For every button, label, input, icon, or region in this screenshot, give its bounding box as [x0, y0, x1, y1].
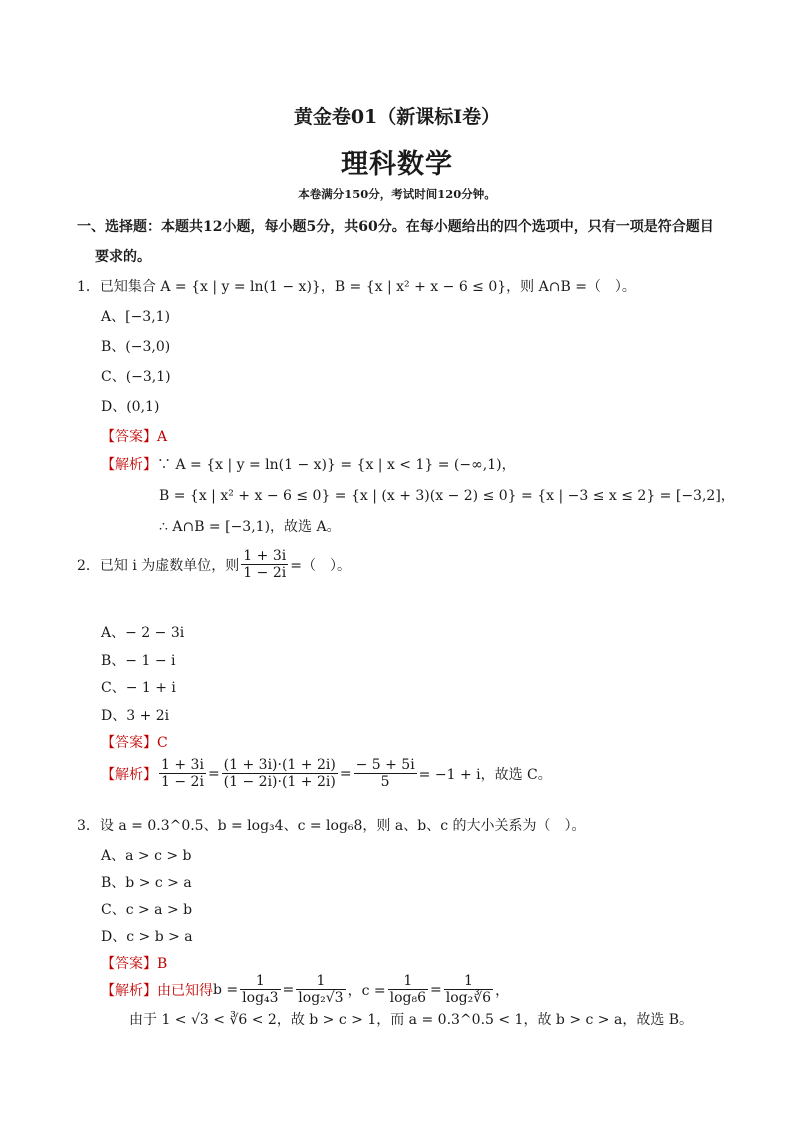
q1-option-c: C、(−3,1)	[101, 369, 171, 385]
q1-stem: 1．已知集合 A = {x | y = ln(1 − x)}，B = {x | x² + x − 6 ≤ 0}，则 A∩B =（ ）。	[77, 279, 636, 295]
q2-option-a: A、− 2 − 3i	[101, 625, 185, 641]
q2-stem-fraction	[241, 548, 288, 581]
q1-answer: A	[157, 429, 168, 445]
q1-answer-line	[101, 426, 167, 446]
q1-option-a: A、[−3,1)	[101, 309, 171, 325]
q2-option-d: D、3 + 2i	[101, 708, 170, 724]
q1-analysis-line1	[101, 454, 516, 474]
q2-fraction-1: $\frac{1 + 3i}{1 - 2i}$	[161, 757, 204, 790]
q2-option-c: C、− 1 + i	[101, 680, 176, 696]
q3-analysis-line1: 【解析】 由已知得 b = $\frac{1}{\text{log₄3}}$ = $\frac{1}{\text{log₂√3}}$ ，c = $\frac{1}{\text{log₈6}}$ = $\frac{1}{\text{log₂∛6}}$ ，	[101, 973, 510, 1006]
q2-fraction-3: $\frac{- 5 + 5i}{5}$	[355, 757, 415, 790]
q2-stem-num: 1 + 3i	[243, 548, 287, 564]
q3-stem: 3．设 a = 0.3^0.5、b = log₃4、c = log₆8，则 a、b、c 的大小关系为（ ）。	[77, 818, 586, 834]
q3-answer: B	[157, 956, 168, 972]
q1-analysis-line2: B = {x | x² + x − 6 ≤ 0} = {x | (x + 3)(x − 2) ≤ 0} = {x | −3 ≤ x ≤ 2} = [−3,2]，	[159, 488, 735, 504]
subject-title: 理科数学	[341, 149, 453, 180]
answer-tag: 【答案】	[101, 429, 157, 445]
q3-option-a: A、a > c > b	[101, 848, 192, 864]
q3-analysis-line2: 由于 1 < √3 < ∛6 < 2，故 b > c > 1，而 a = 0.3^0.5 < 1，故 b > c > a，故选 B。	[129, 1012, 694, 1028]
q1-option-d: D、(0,1)	[101, 399, 160, 415]
exam-title: 黄金卷01（新课标Ⅰ卷）	[293, 106, 501, 128]
exam-note: 本卷满分150分，考试时间120分钟。	[298, 187, 496, 201]
q1-option-b: B、(−3,0)	[101, 339, 171, 355]
q2-fraction-2: $\frac{(1 + 3i)\cdot(1 + 2i)}{(1 - 2i)\cdot(1 + 2i)}$	[223, 757, 336, 790]
q2-stem-den: 1 − 2i	[243, 565, 287, 581]
q3-option-b: B、b > c > a	[101, 875, 192, 891]
q2-analysis-tail: = −1 + i，故选 C。	[418, 766, 552, 783]
q2-stem-prefix: 2．已知 i 为虚数单位，则	[77, 557, 240, 574]
q3-answer-line: 【答案】B	[101, 956, 168, 972]
q1-analysis-line3: ∴ A∩B = [−3,1)，故选 A。	[159, 519, 341, 535]
q3-option-d: D、c > b > a	[101, 929, 193, 945]
q3-option-c: C、c > a > b	[101, 902, 193, 918]
analysis-tag: 【解析】	[101, 457, 157, 473]
q1-analysis-text1: ∵ A = {x | y = ln(1 − x)} = {x | x < 1} = (−∞,1)，	[157, 457, 516, 473]
q2-answer-line: 【答案】C	[101, 735, 168, 751]
q3-c-fraction-2: $\frac{1}{\text{log₂∛6}}$	[445, 973, 492, 1006]
section-heading-line1: 一、选择题：本题共12小题，每小题5分，共60分。在每小题给出的四个选项中，只有一项是符合题目	[77, 219, 714, 235]
q3-b-fraction-2: $\frac{1}{\text{log₂√3}}$	[298, 973, 344, 1006]
q3-b-fraction-1: $\frac{1}{\text{log₄3}}$	[242, 973, 279, 1006]
section-heading-line2: 要求的。	[95, 249, 151, 265]
q3-c-fraction-1: $\frac{1}{\text{log₈6}}$	[389, 973, 427, 1006]
q2-stem-suffix: =（ ）。	[290, 557, 351, 574]
q2-analysis-line: 【解析】 $\frac{1 + 3i}{1 - 2i}$ = $\frac{(1 + 3i)\cdot(1 + 2i)}{(1 - 2i)\cdot(1 + 2i)}$ = $\frac{- 5 + 5i}{5}$ = −1 + i，故选 C。	[101, 757, 552, 790]
q2-option-b: B、− 1 − i	[101, 653, 176, 669]
q2-answer: C	[157, 735, 168, 751]
q2-stem	[77, 548, 351, 581]
